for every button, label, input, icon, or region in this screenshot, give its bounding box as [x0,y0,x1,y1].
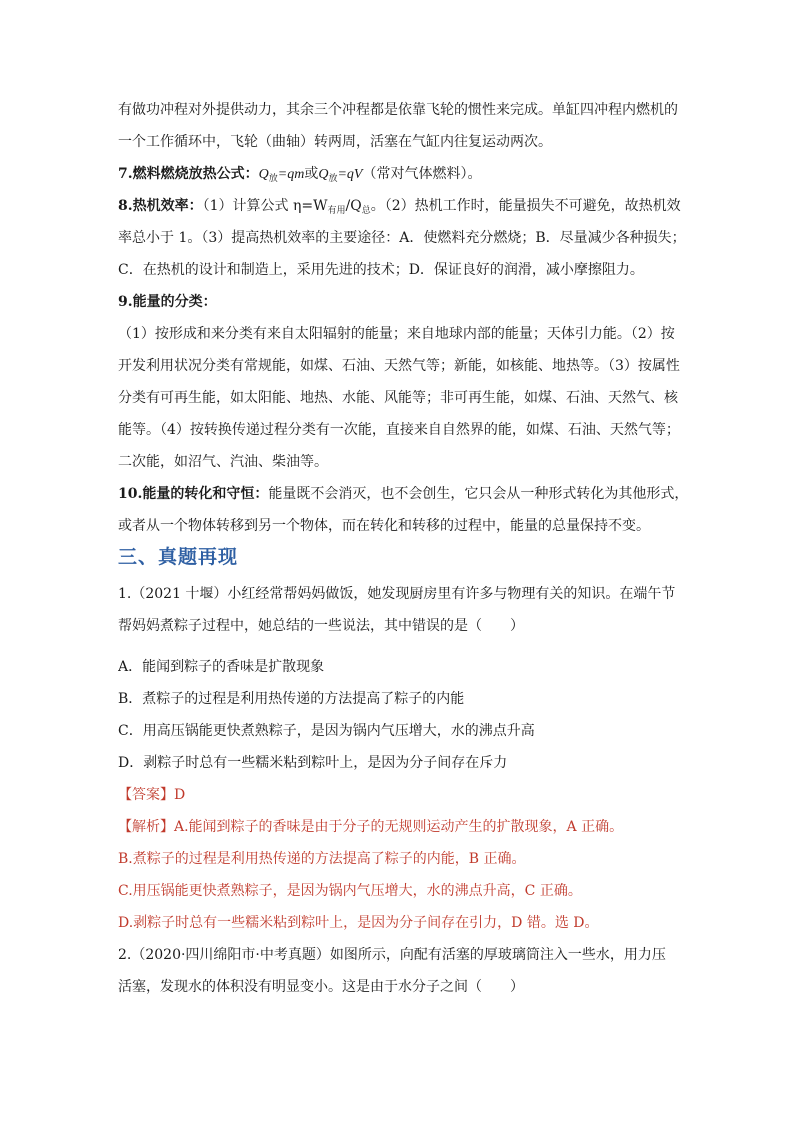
answer-value: D [174,787,186,803]
item-10: 10.能量的转化和守恒：能量既不会消灭，也不会创生，它只会从一种形式转化为其他形式， [118,486,688,502]
question-1-stem: 帮妈妈煮粽子过程中，她总结的一些说法，其中错误的是（ ） [118,618,524,634]
paragraph-line: C．在热机的设计和制造上，采用先进的技术；D．保证良好的润滑，减小摩擦阻力。 [118,262,644,278]
paragraph-line: 率总小于 1。（3）提高热机效率的主要途径：A．使燃料充分燃烧；B．尽量减少各种损失； [118,230,686,246]
question-2-stem: 活塞，发现水的体积没有明显变小。这是由于水分子之间（ ） [118,979,524,995]
item-8: 8.热机效率：（1）计算公式 $\eta=W_{有用}/Q_总$。（2）热机工作时，能量损失不可避免，故热机效 [118,198,681,216]
answer-tag: 【答案】 [118,787,174,803]
explanation-line: C.用压锅能更快煮熟粽子，是因为锅内气压增大，水的沸点升高，C 正确。 [118,883,582,899]
item-9-title: 9.能量的分类： [118,294,217,310]
paragraph-line: 一个工作循环中，飞轮（曲轴）转两周，活塞在气缸内往复运动两次。 [118,134,552,150]
explanation-tag: 【解析】 [118,819,174,835]
option-c: C．用高压锅能更快煮熟粽子，是因为锅内气压增大，水的沸点升高 [118,723,535,739]
explanation-line: 【解析】A.能闻到粽子的香味是由于分子的无规则运动产生的扩散现象，A 正确。 [118,819,624,835]
paragraph-line: 或者从一个物体转移到另一个物体，而在转化和转移的过程中，能量的总量保持不变。 [118,518,650,534]
question-2-stem: 2.（2020·四川绵阳市·中考真题）如图所示，向配有活塞的厚玻璃筒注入一些水，用力压 [118,947,666,963]
item-8-title: 8.热机效率： [118,198,203,214]
paragraph-line: 开发利用状况分类有常规能，如煤、石油、天然气等；新能，如核能、地热等。（3）按属性 [118,358,680,374]
paragraph-line: 有做功冲程对外提供动力，其余三个冲程都是依靠飞轮的惯性来完成。单缸四冲程内燃机的 [118,102,678,118]
option-a: A．能闻到粽子的香味是扩散现象 [118,659,325,675]
explanation-line: B.煮粽子的过程是利用热传递的方法提高了粽子的内能，B 正确。 [118,851,526,867]
option-b: B．煮粽子的过程是利用热传递的方法提高了粽子的内能 [118,691,465,707]
option-d: D．剥粽子时总有一些糯米粘到粽叶上，是因为分子间存在斥力 [118,755,508,771]
explanation-line: D.剥粽子时总有一些糯米粘到粽叶上，是因为分子间存在引力，D 错。选 D。 [118,915,599,931]
paragraph-line: 分类有可再生能，如太阳能、地热、水能、风能等；非可再生能，如煤、石油、天然气、核 [118,390,678,406]
question-1-stem: 1.（2021 十堰）小红经常帮妈妈做饭，她发现厨房里有许多与物理有关的知识。在端午节 [118,586,676,602]
item-10-title: 10.能量的转化和守恒： [118,486,269,502]
section-heading: 三、真题再现 [118,546,239,568]
paragraph-line: 能等。（4）按转换传递过程分类有一次能，直接来自自然界的能，如煤、石油、天然气等； [118,422,680,438]
item-7: 7.燃料燃烧放热公式：$Q_放=qm$或$Q_放=qV$（常对气体燃料）。 [118,166,482,184]
paragraph-line: 二次能，如沼气、汽油、柴油等。 [118,454,328,470]
paragraph-line: （1）按形成和来分类有来自太阳辐射的能量；来自地球内部的能量；天体引力能。（2）按 [118,326,675,342]
answer-line [118,785,688,805]
item-7-title: 7.燃料燃烧放热公式： [118,166,259,182]
